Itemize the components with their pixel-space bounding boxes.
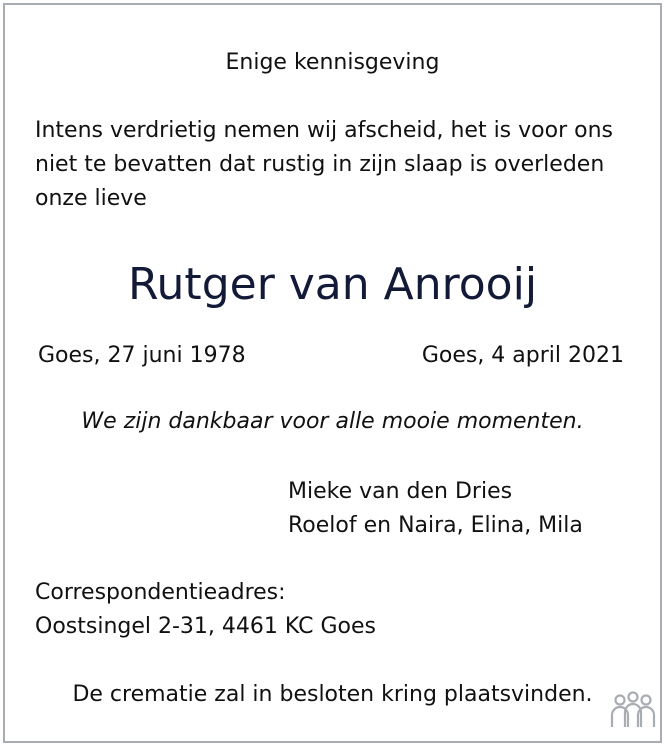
intro-line: Intens verdrietig nemen wij afscheid, het is voor ons [35,118,613,143]
correspondence-block [35,576,376,644]
motto-text: We zijn dankbaar voor alle mooie momenten. [81,409,584,434]
birth-place-date: Goes, 27 juni 1978 [38,343,246,368]
intro-line: niet te bevatten dat rustig in zijn slaap is overleden [35,152,605,177]
family-figures-icon [609,691,657,731]
closing-text: De crematie zal in besloten kring plaatsvinden. [72,682,593,707]
death-place-date: Goes, 4 april 2021 [421,343,624,368]
correspondence-label: Correspondentieadres: [35,580,286,605]
signers-block [288,475,583,543]
notice-heading: Enige kennisgeving [225,50,440,75]
intro-text [35,114,613,216]
deceased-name: Rutger van Anrooij [127,259,538,310]
signer-line: Roelof en Naira, Elina, Mila [288,513,583,538]
signer-line: Mieke van den Dries [288,479,513,504]
correspondence-address: Oostsingel 2-31, 4461 KC Goes [35,614,376,639]
intro-line: onze lieve [35,186,147,211]
notice-frame [3,3,662,743]
